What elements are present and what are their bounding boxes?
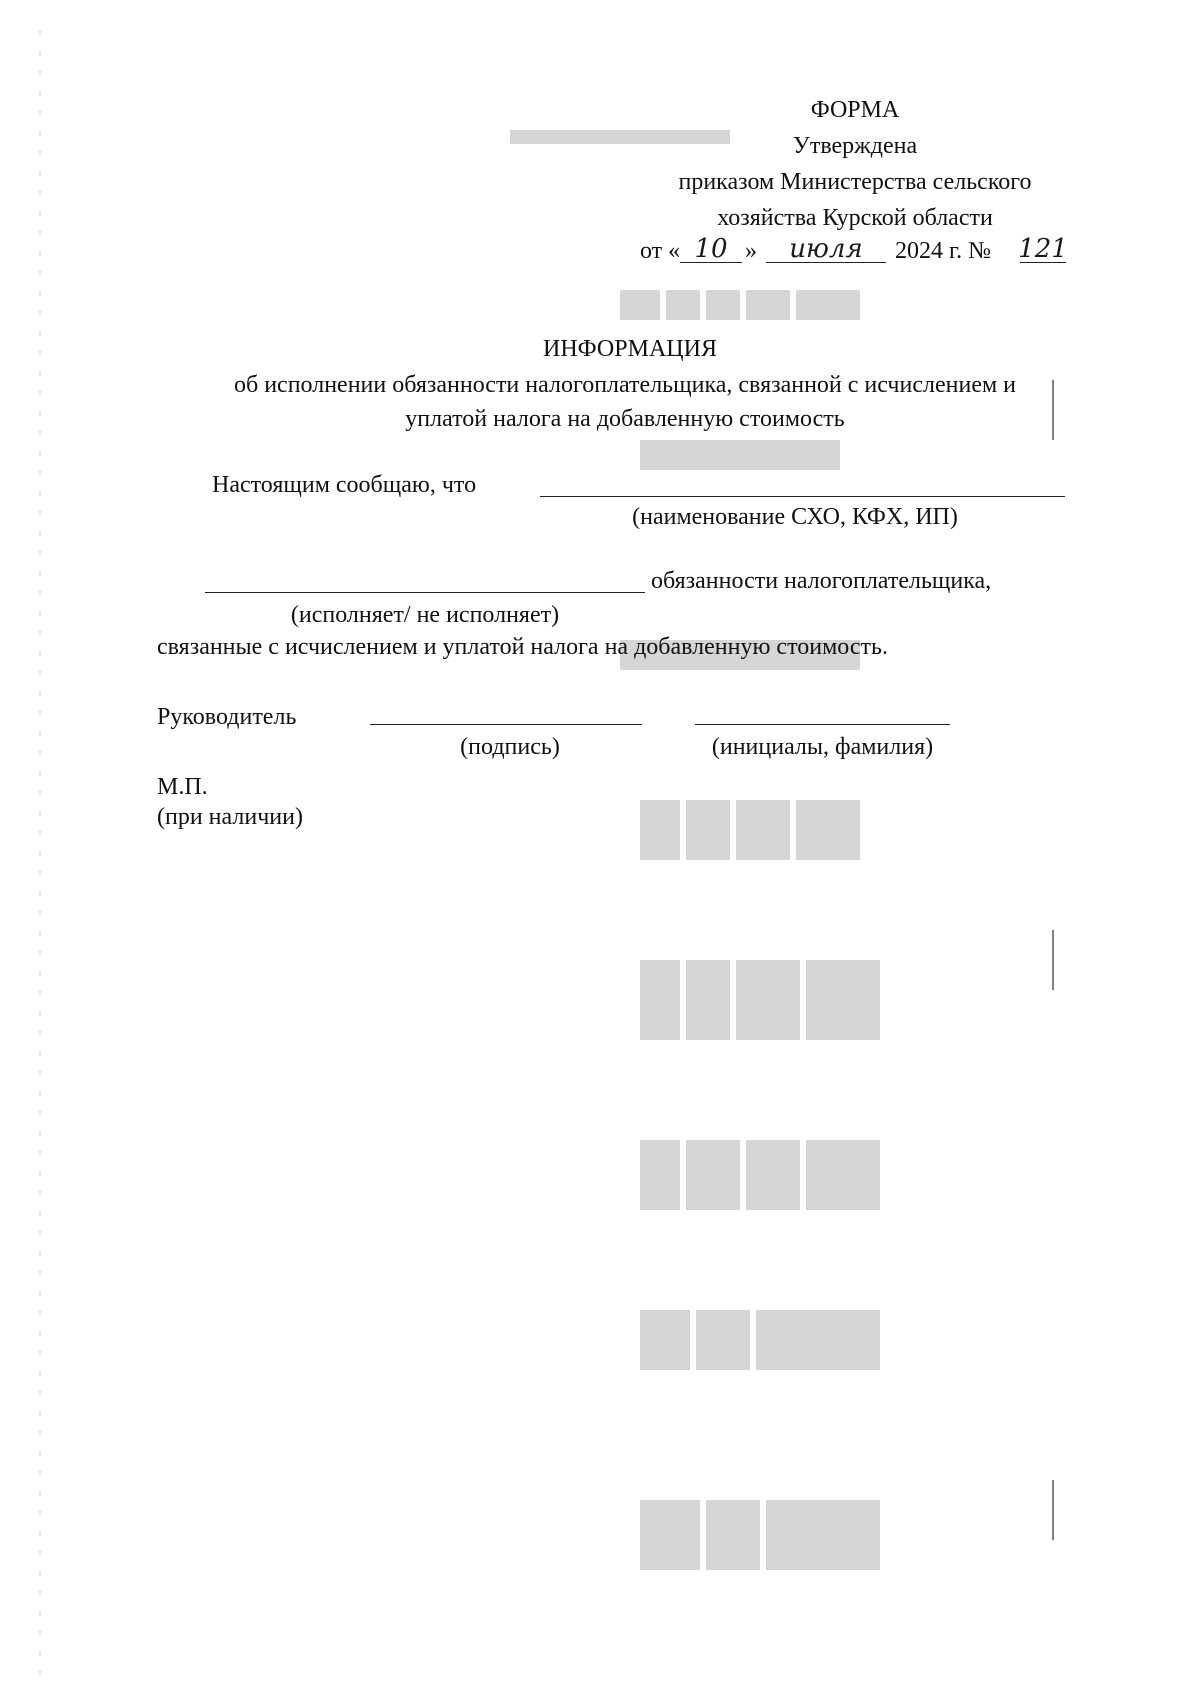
approval-month: июля	[789, 234, 863, 264]
approval-line-1: приказом Министерства сельского	[678, 169, 1032, 195]
document-title: ИНФОРМАЦИЯ	[543, 336, 717, 362]
approval-year: 2024 г. №	[895, 238, 992, 264]
approved-label: Утверждена	[792, 133, 918, 159]
director-name-field[interactable]	[695, 724, 950, 725]
director-label: Руководитель	[157, 704, 297, 730]
approval-day: 10	[694, 234, 728, 264]
duty-text: обязанности налогоплательщика,	[651, 568, 992, 594]
subtitle-line-1: об исполнении обязанности налогоплательщика, связанной с исчислением и	[233, 372, 1016, 398]
form-label: ФОРМА	[810, 97, 900, 123]
approval-number: 121	[1018, 234, 1068, 264]
intro-text: Настоящим сообщаю, что	[212, 472, 477, 498]
approval-line-2: хозяйства Курской области	[717, 205, 993, 231]
duty-status-field[interactable]	[205, 592, 645, 593]
company-name-field[interactable]	[540, 496, 1065, 497]
signature-hint: (подпись)	[460, 734, 560, 760]
stamp-hint: (при наличии)	[157, 804, 303, 830]
director-name-hint: (инициалы, фамилия)	[711, 734, 934, 760]
duty-status-hint: (исполняет/ не исполняет)	[290, 602, 560, 628]
signature-field[interactable]	[370, 724, 642, 725]
stamp-label: М.П.	[157, 774, 208, 800]
subtitle-line-2: уплатой налога на добавленную стоимость	[405, 406, 845, 432]
approval-date-prefix: от «	[640, 238, 681, 264]
approval-date-mid: »	[745, 238, 757, 264]
tail-text: связанные с исчислением и уплатой налога на добавленную стоимость.	[157, 634, 888, 660]
company-name-hint: (наименование СХО, КФХ, ИП)	[632, 504, 958, 530]
